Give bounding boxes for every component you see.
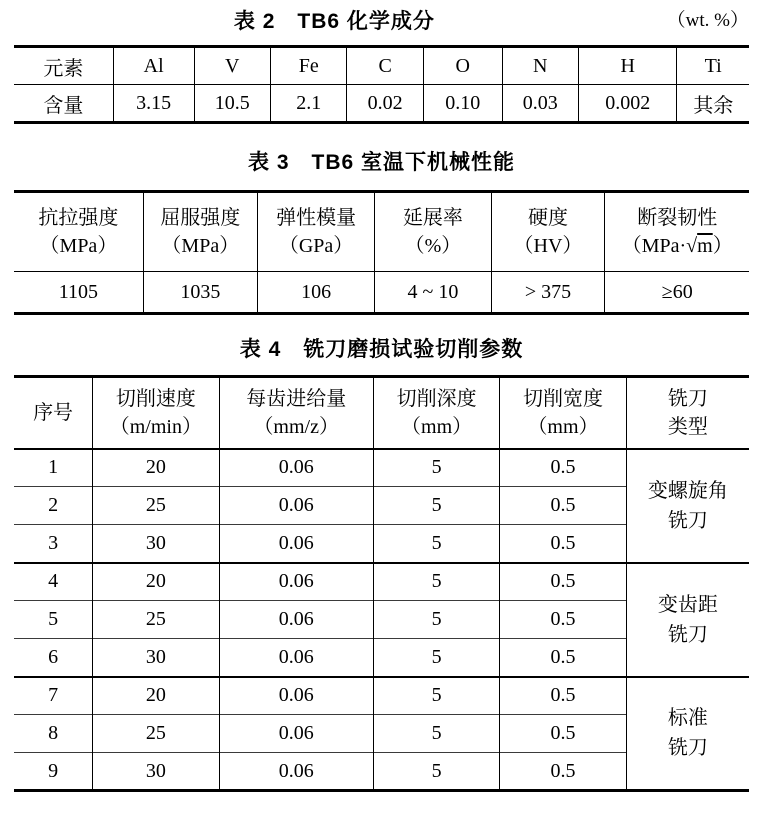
data-cell: 1: [14, 449, 93, 487]
sqrt-radical-sign: √: [686, 235, 698, 257]
data-cell: 30: [93, 525, 219, 563]
header-cell: 延展率 （%）: [375, 192, 491, 272]
data-cell: 4: [14, 563, 93, 601]
header-cell: H: [578, 47, 676, 85]
cutter-type-cell: 变螺旋角 铣刀: [626, 449, 749, 563]
table-row: [14, 677, 749, 715]
table2-chemical-composition: [14, 45, 749, 124]
data-cell: 0.02: [347, 85, 423, 123]
data-cell: 5: [373, 449, 499, 487]
table-row: [14, 563, 749, 601]
data-cell: 其余: [677, 85, 749, 123]
data-cell: 5: [14, 601, 93, 639]
header-cell: O: [423, 47, 502, 85]
cutter-type-cell: 标准 铣刀: [626, 677, 749, 791]
header-cell: 抗拉强度 （MPa）: [14, 192, 143, 272]
table3-content-row: [14, 272, 749, 314]
data-cell: 8: [14, 715, 93, 753]
data-cell: 0.5: [500, 449, 626, 487]
table4-caption: 表 4 铣刀磨损试验切削参数: [239, 338, 524, 361]
data-cell: 0.5: [500, 715, 626, 753]
data-cell: 6: [14, 639, 93, 677]
data-cell: > 375: [491, 272, 605, 314]
header-cell: Ti: [677, 47, 749, 85]
data-cell: 106: [257, 272, 375, 314]
data-cell: 0.03: [502, 85, 578, 123]
data-cell: 0.5: [500, 639, 626, 677]
row-label-cell: 含量: [14, 85, 113, 123]
header-cell: 切削宽度 （mm）: [500, 377, 626, 449]
data-cell: 20: [93, 449, 219, 487]
table2-unit-note: （wt. %）: [666, 10, 749, 31]
data-cell: 5: [373, 487, 499, 525]
header-cell: 切削速度 （m/min）: [93, 377, 219, 449]
header-cell: 弹性模量 （GPa）: [257, 192, 375, 272]
table-row: [14, 449, 749, 487]
data-cell: 2: [14, 487, 93, 525]
table3-caption: 表 3 TB6 室温下机械性能: [247, 151, 516, 174]
data-cell: 5: [373, 601, 499, 639]
header-cell: N: [502, 47, 578, 85]
data-cell: 0.5: [500, 563, 626, 601]
data-cell: 0.10: [423, 85, 502, 123]
data-cell: 9: [14, 753, 93, 791]
header-cell: 序号: [14, 377, 93, 449]
data-cell: 5: [373, 525, 499, 563]
header-cell-fracture-toughness: 断裂韧性 （MPa·√m）: [605, 192, 749, 272]
data-cell: 1105: [14, 272, 143, 314]
table2-content-row: [14, 85, 749, 123]
header-cell: C: [347, 47, 423, 85]
table2-header-row: [14, 47, 749, 85]
data-cell: 2.1: [271, 85, 347, 123]
data-cell: 0.002: [578, 85, 676, 123]
data-cell: 1035: [143, 272, 257, 314]
header-cell: 铣刀 类型: [626, 377, 749, 449]
data-cell: 30: [93, 753, 219, 791]
header-cell: V: [194, 47, 270, 85]
table3-header-row: [14, 192, 749, 272]
data-cell: ≥60: [605, 272, 749, 314]
table3-mechanical-properties: [14, 190, 749, 315]
header-cell: 切削深度 （mm）: [373, 377, 499, 449]
table4-cutting-parameters: [14, 375, 749, 792]
data-cell: 0.5: [500, 487, 626, 525]
header-cell: Fe: [271, 47, 347, 85]
header-cell: 硬度 （HV）: [491, 192, 605, 272]
data-cell: 3.15: [113, 85, 194, 123]
data-cell: 0.06: [219, 487, 373, 525]
data-cell: 30: [93, 639, 219, 677]
data-cell: 0.06: [219, 715, 373, 753]
header-cell: 元素: [14, 47, 113, 85]
data-cell: 3: [14, 525, 93, 563]
data-cell: 0.06: [219, 525, 373, 563]
data-cell: 25: [93, 601, 219, 639]
data-cell: 20: [93, 677, 219, 715]
data-cell: 5: [373, 715, 499, 753]
data-cell: 5: [373, 639, 499, 677]
data-cell: 0.06: [219, 639, 373, 677]
data-cell: 5: [373, 563, 499, 601]
data-cell: 0.5: [500, 677, 626, 715]
header-cell: 每齿进给量 （mm/z）: [219, 377, 373, 449]
data-cell: 0.06: [219, 753, 373, 791]
data-cell: 0.06: [219, 601, 373, 639]
data-cell: 5: [373, 753, 499, 791]
data-cell: 25: [93, 715, 219, 753]
data-cell: 0.5: [500, 601, 626, 639]
data-cell: 0.06: [219, 563, 373, 601]
table2-caption: 表 2 TB6 化学成分: [233, 9, 435, 33]
data-cell: 7: [14, 677, 93, 715]
data-cell: 0.5: [500, 525, 626, 563]
data-cell: 5: [373, 677, 499, 715]
table4-header-row: [14, 377, 749, 449]
header-cell: Al: [113, 47, 194, 85]
table2-caption-row: [14, 6, 749, 37]
data-cell: 25: [93, 487, 219, 525]
data-cell: 0.06: [219, 449, 373, 487]
data-cell: 20: [93, 563, 219, 601]
cutter-type-cell: 变齿距 铣刀: [626, 563, 749, 677]
header-cell: 屈服强度 （MPa）: [143, 192, 257, 272]
data-cell: 0.06: [219, 677, 373, 715]
data-cell: 10.5: [194, 85, 270, 123]
data-cell: 4 ~ 10: [375, 272, 491, 314]
data-cell: 0.5: [500, 753, 626, 791]
